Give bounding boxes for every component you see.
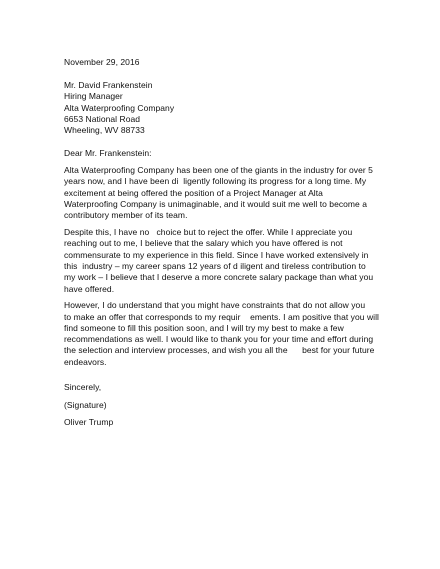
paragraph-line: excitement at being offered the position of a Project Manager at Alta	[64, 187, 323, 198]
paragraph-line: However, I do understand that you might have constraints that do not allow you	[64, 300, 366, 311]
recipient-city: Wheeling, WV 88733	[64, 125, 145, 136]
salutation	[64, 148, 384, 159]
paragraph-line: Alta Waterproofing Company has been one of the giants in the industry for over 5	[64, 165, 373, 176]
recipient-street: 6653 National Road	[64, 113, 141, 124]
date-text: November 29, 2016	[64, 57, 140, 67]
signature-text: (Signature)	[64, 399, 107, 410]
recipient-name: Mr. David Frankenstein	[64, 79, 153, 90]
paragraph-line: the selection and interview processes, and wish you all the best for your future	[64, 345, 375, 356]
signature-placeholder	[64, 400, 384, 411]
paragraph-line: Waterproofing Company is unimaginable, and it would suit me well to become a	[64, 199, 368, 210]
letter-date	[64, 57, 384, 68]
paragraph-2	[64, 227, 384, 295]
paragraph-line: recommendations as well. I would like to thank you for your time and effort during	[64, 334, 374, 345]
paragraph-1	[64, 165, 384, 221]
paragraph-line: reaching out to me, I believe that the salary which you have offered is not	[64, 238, 343, 249]
paragraph-line: endeavors.	[64, 356, 107, 367]
recipient-company: Alta Waterproofing Company	[64, 102, 175, 113]
signer-name	[64, 417, 384, 428]
letter-body	[64, 57, 384, 428]
paragraph-line: have offered.	[64, 283, 115, 294]
signer-text: Oliver Trump	[64, 416, 114, 427]
paragraph-3	[64, 300, 384, 368]
paragraph-line: to make an offer that corresponds to my requir ements. I am positive that you will	[64, 311, 379, 322]
paragraph-line: Despite this, I have no choice but to reject the offer. While I appreciate you	[64, 227, 353, 238]
closing-text: Sincerely,	[64, 381, 102, 392]
paragraph-line: commensurate to my experience in this field. Since I have worked extensively in	[64, 249, 369, 260]
salutation-text: Dear Mr. Frankenstein:	[64, 148, 152, 159]
paragraph-line: years now, and I have been di ligently following its progress for a long time. My	[64, 176, 367, 187]
closing	[64, 382, 384, 393]
paragraph-line: find someone to fill this position soon, and I will try my best to make a few	[64, 322, 344, 333]
recipient-address	[64, 80, 384, 136]
paragraph-line: this industry – my career spans 12 years of d iligent and tireless contribution to	[64, 260, 366, 271]
recipient-title: Hiring Manager	[64, 91, 123, 102]
paragraph-line: contributory member of its team.	[64, 210, 188, 221]
paragraph-line: my work – I believe that I deserve a more concrete salary package than what you	[64, 272, 374, 283]
